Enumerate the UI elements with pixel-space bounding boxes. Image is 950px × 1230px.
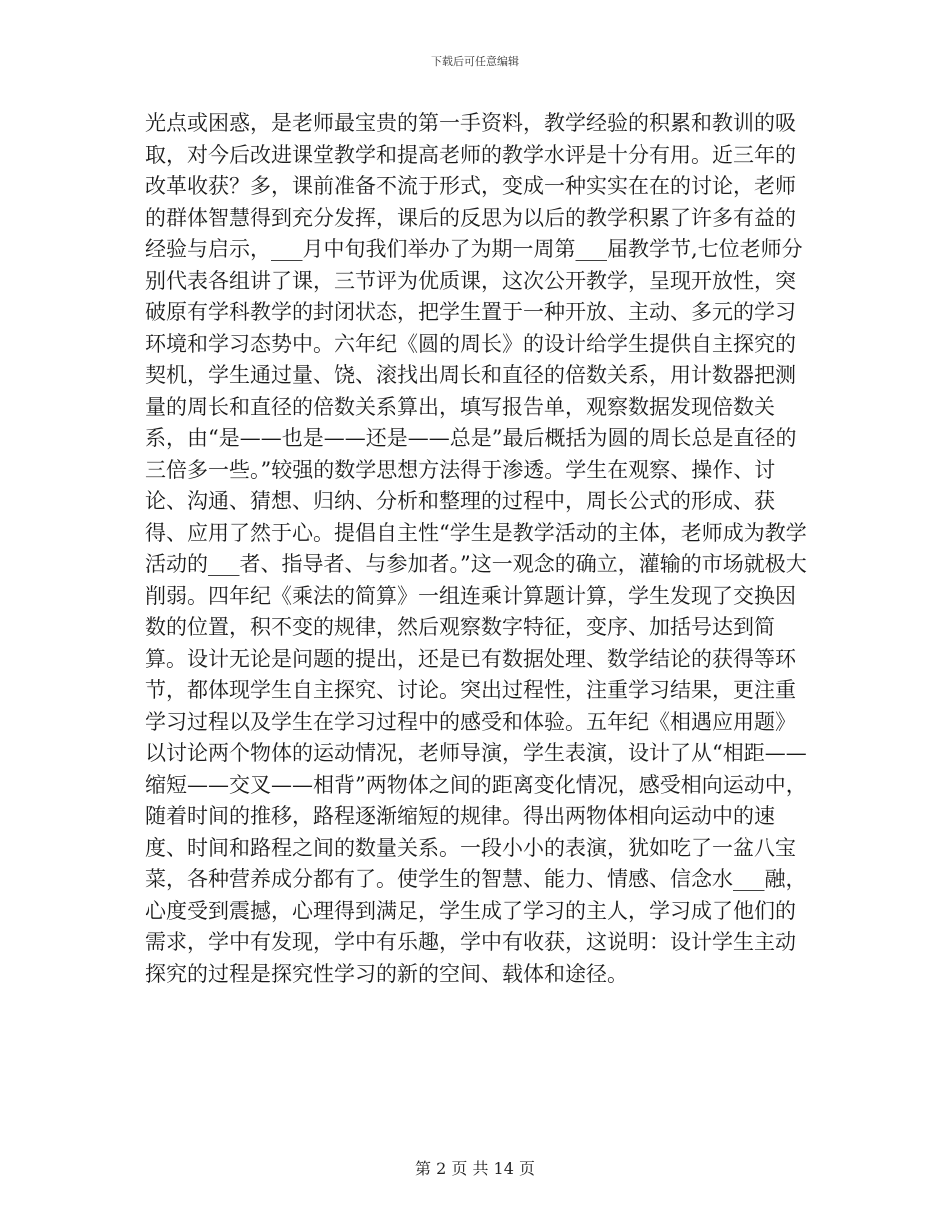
body-paragraph: 光点或困惑，是老师最宝贵的第一手资料，教学经验的积累和教训的吸取，对今后改进课堂教学和提高老师的教学水评是十分有用。近三年的改革收获？多，课前准备不流于形式，变成一种实实在在的讨论，老师的群体智慧得到充分发挥，课后的反思为以后的教学积累了许多有益的经验与启示，___月中旬我们举办了为期一周第___届教学节,七位老师分别代表各组讲了课，三节评为优质课，这次公开教学，呈现开放性，突破原有学科教学的封闭状态，把学生置于一种开放、主动、多元的学习环境和学习态势中。六年纪《圆的周长》的设计给学生提供自主探究的契机，学生通过量、饶、滚找出周长和直径的倍数关系，用计数器把测量的周长和直径的倍数关系算出，填写报告单，观察数据发现倍数关系，由“是——也是——还是——总是”最后概括为圆的周长总是直径的三倍多一些。”较强的数学思想方法得于渗透。学生在观察、操作、讨论、沟通、猜想、归纳、分析和整理的过程中，周长公式的形成、获得、应用了然于心。提倡自主性“学生是教学活动的主体，老师成为教学活动的___者、指导者、与参加者。”这一观念的确立，灌输的市场就极大削弱。四年纪《乘法的简算》一组连乘计算题计算，学生发现了交换因数的位置，积不变的规律，然后观察数字特征，变序、加括号达到简算。设计无论是问题的提出，还是已有数据处理、数学结论的获得等环节，都体现学生自主探究、讨论。突出过程性，注重学习结果，更注重学习过程以及学生在学习过程中的感受和体验。五年纪《相遇应用题》以讨论两个物体的运动情况，老师导演，学生表演，设计了从“相距——缩短——交叉——相背”两物体之间的距离变化情况，感受相向运动中，随着时间的推移，路程逐渐缩短的规律。得出两物体相向运动中的速度、时间和路程之间的数量关系。一段小小的表演，犹如吃了一盆八宝菜，各种营养成分都有了。使学生的智慧、能力、情感、信念水___融，心度受到震撼，心理得到满足，学生成了学习的主人，学习成了他们的需求，学中有发现，学中有乐趣，学中有收获，这说明：设计学生主动探究的过程是探究性学习的新的空间、载体和途径。 <box>145 111 807 986</box>
page-header-note: 下载后可任意编辑 <box>431 55 519 68</box>
page-number: 第 2 页 共 14 页 <box>415 1159 535 1178</box>
